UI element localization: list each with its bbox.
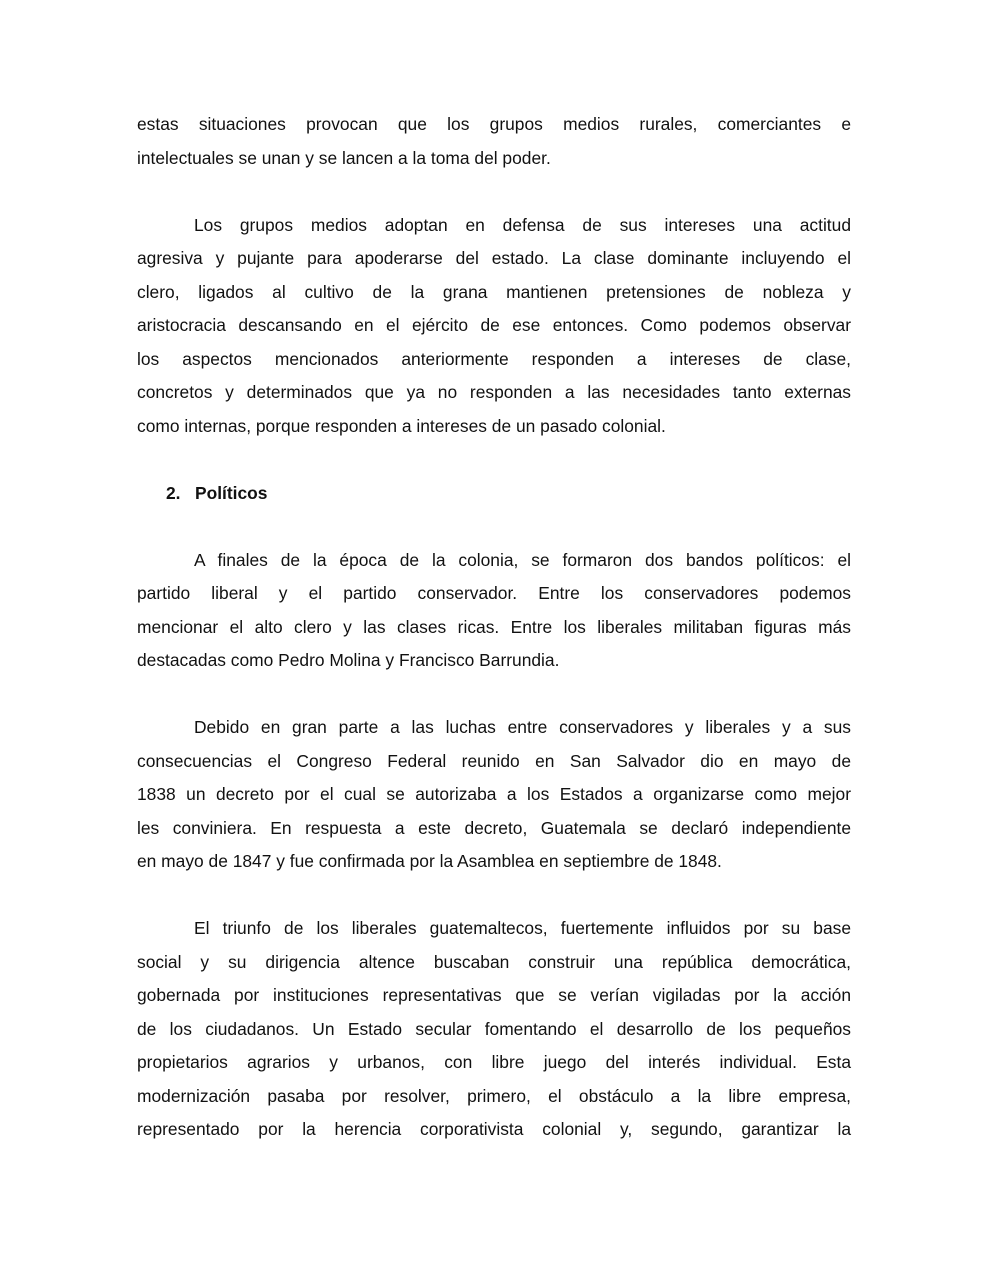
paragraph: [137, 209, 851, 444]
text-line: representado por la herencia corporativista colonial y, segundo, garantizar la: [137, 1119, 851, 1139]
text-line: clero, ligados al cultivo de la grana mantienen pretensiones de nobleza y: [137, 281, 851, 302]
text-line: Los grupos medios adoptan en defensa de sus intereses una actitud: [194, 214, 851, 235]
section-politicos: [137, 544, 851, 1147]
paragraph: [137, 711, 851, 879]
heading-number: 2.: [166, 482, 181, 503]
text-line: aristocracia descansando en el ejército de ese entonces. Como podemos observar: [137, 315, 851, 335]
section-intro: [137, 108, 851, 443]
text-line: social y su dirigencia altence buscaban construir una república democrática,: [137, 951, 851, 972]
text-line: mencionar el alto clero y las clases ricas. Entre los liberales militaban figuras más: [137, 616, 851, 637]
text-line: estas situaciones provocan que los grupos medios rurales, comerciantes e: [137, 114, 851, 134]
text-line: modernización pasaba por resolver, primero, el obstáculo a la libre empresa,: [137, 1085, 851, 1106]
paragraph: [137, 912, 851, 1147]
text-line: El triunfo de los liberales guatemaltecos, fuertemente influidos por su base: [194, 918, 851, 938]
text-line: agresiva y pujante para apoderarse del estado. La clase dominante incluyendo el: [137, 248, 851, 268]
text-line: los aspectos mencionados anteriormente responden a intereses de clase,: [137, 348, 851, 369]
text-line: en mayo de 1847 y fue confirmada por la Asamblea en septiembre de 1848.: [137, 851, 722, 871]
text-line: propietarios agrarios y urbanos, con libre juego del interés individual. Esta: [137, 1052, 851, 1072]
text-line: consecuencias el Congreso Federal reunido en San Salvador dio en mayo de: [137, 750, 851, 771]
text-line: destacadas como Pedro Molina y Francisco Barrundia.: [137, 650, 560, 670]
paragraph: [137, 108, 851, 175]
text-line: 1838 un decreto por el cual se autorizaba a los Estados a organizarse como mejor: [137, 784, 851, 804]
text-line: como internas, porque responden a intereses de un pasado colonial.: [137, 415, 666, 436]
document-page: [137, 108, 851, 1180]
text-line: les conviniera. En respuesta a este decreto, Guatemala se declaró independiente: [137, 817, 851, 838]
text-line: intelectuales se unan y se lancen a la toma del poder.: [137, 147, 551, 168]
text-line: Debido en gran parte a las luchas entre conservadores y liberales y a sus: [194, 717, 851, 737]
text-line: A finales de la época de la colonia, se formaron dos bandos políticos: el: [194, 549, 851, 570]
text-line: partido liberal y el partido conservador. Entre los conservadores podemos: [137, 583, 851, 603]
text-line: concretos y determinados que ya no responden a las necesidades tanto externas: [137, 382, 851, 402]
text-line: de los ciudadanos. Un Estado secular fomentando el desarrollo de los pequeños: [137, 1018, 851, 1039]
section-heading: [137, 477, 851, 511]
heading-title: Políticos: [195, 482, 268, 503]
text-line: gobernada por instituciones representativas que se verían vigiladas por la acción: [137, 985, 851, 1005]
paragraph: [137, 544, 851, 678]
